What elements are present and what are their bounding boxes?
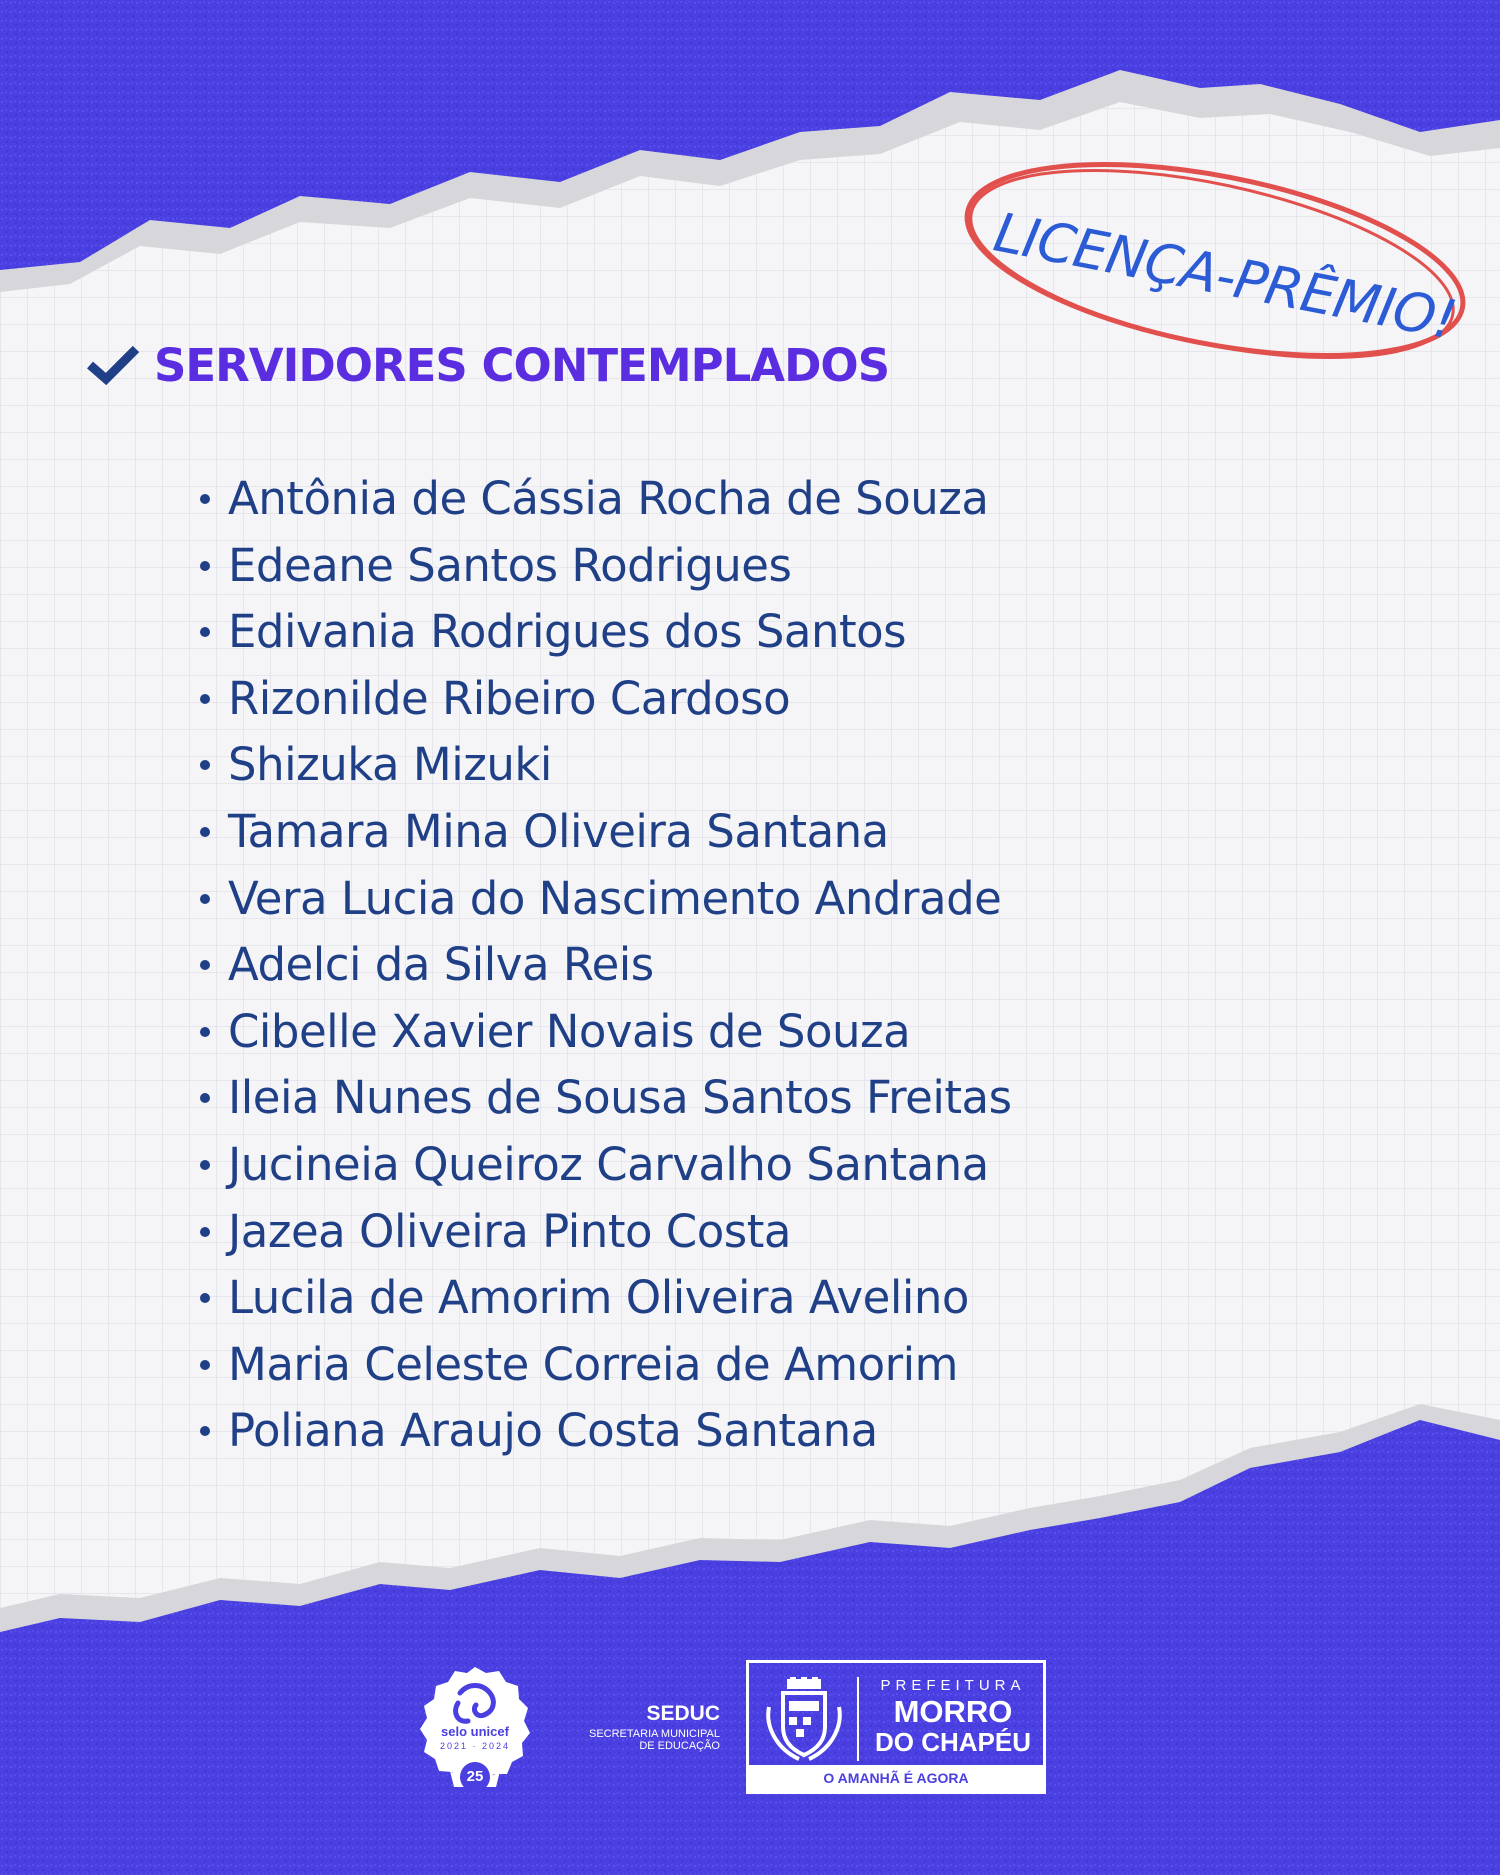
bullet-icon [200,494,210,504]
bullet-icon [200,894,210,904]
list-item [195,1265,1012,1332]
section-heading [86,335,889,395]
crest-icon [763,1677,845,1763]
name-text: Shizuka Mizuki [228,738,552,792]
heading-title: SERVIDORES CONTEMPLADOS [154,338,890,392]
bullet-icon [200,1426,210,1436]
names-list [195,466,1012,1465]
prefeitura-name-line2: DO CHAPÉU [874,1727,1031,1757]
name-text: Vera Lucia do Nascimento Andrade [228,871,1002,925]
list-item [195,999,1012,1066]
bullet-icon [200,1227,210,1237]
unicef-badge: 25 [466,1768,484,1785]
seduc-title: SEDUC [646,1702,720,1725]
name-text: Tamara Mina Oliveira Santana [228,804,889,858]
bullet-icon [200,1160,210,1170]
list-item [195,1132,1012,1199]
name-text: Edivania Rodrigues dos Santos [228,605,907,659]
name-text: Jucineia Queiroz Carvalho Santana [228,1137,989,1191]
name-text: Edeane Santos Rodrigues [228,538,792,592]
bullet-icon [200,561,210,571]
list-item [195,466,1012,533]
seduc-subtitle-line2: DE EDUCAÇÃO [639,1740,720,1752]
bullet-icon [200,827,210,837]
seduc-subtitle-line1: SECRETARIA MUNICIPAL [588,1728,720,1740]
name-text: Adelci da Silva Reis [228,938,654,992]
bullet-icon [200,960,210,970]
list-item [195,932,1012,999]
bullet-icon [200,627,210,637]
bullet-icon [200,694,210,704]
list-item [195,1199,1012,1266]
bullet-icon [200,1360,210,1370]
unicef-label: selo unicef [441,1724,509,1739]
prefeitura-top: PREFEITURA [880,1677,1026,1694]
list-item [195,866,1012,933]
name-text: Ileia Nunes de Sousa Santos Freitas [228,1071,1012,1125]
list-item [195,1398,1012,1465]
list-item [195,599,1012,666]
name-text: Rizonilde Ribeiro Cardoso [228,671,791,725]
bullet-icon [200,1027,210,1037]
check-icon [86,343,140,387]
prefeitura-logo [746,1660,1046,1794]
list-item [195,1332,1012,1399]
stamp-text: LICENÇA-PRÊMIO! [988,200,1461,352]
bullet-icon [200,760,210,770]
unicef-years: 2021 · 2024 [439,1741,511,1751]
name-text: Maria Celeste Correia de Amorim [228,1337,958,1391]
name-text: Cibelle Xavier Novais de Souza [228,1004,911,1058]
name-text: Antônia de Cássia Rocha de Souza [228,472,989,525]
list-item [195,1065,1012,1132]
name-text: Jazea Oliveira Pinto Costa [228,1204,791,1258]
list-item [195,799,1012,866]
list-item [195,732,1012,799]
name-text: Lucila de Amorim Oliveira Avelino [228,1271,969,1325]
name-text: Poliana Araujo Costa Santana [228,1404,878,1458]
bullet-icon [200,1293,210,1303]
list-item [195,533,1012,600]
prefeitura-divider [857,1677,859,1761]
bullet-icon [200,1093,210,1103]
prefeitura-slogan: O AMANHÃ É AGORA [749,1765,1043,1791]
list-item [195,666,1012,733]
seduc-subtitle [560,1728,720,1752]
prefeitura-name-line1: MORRO [893,1694,1013,1729]
